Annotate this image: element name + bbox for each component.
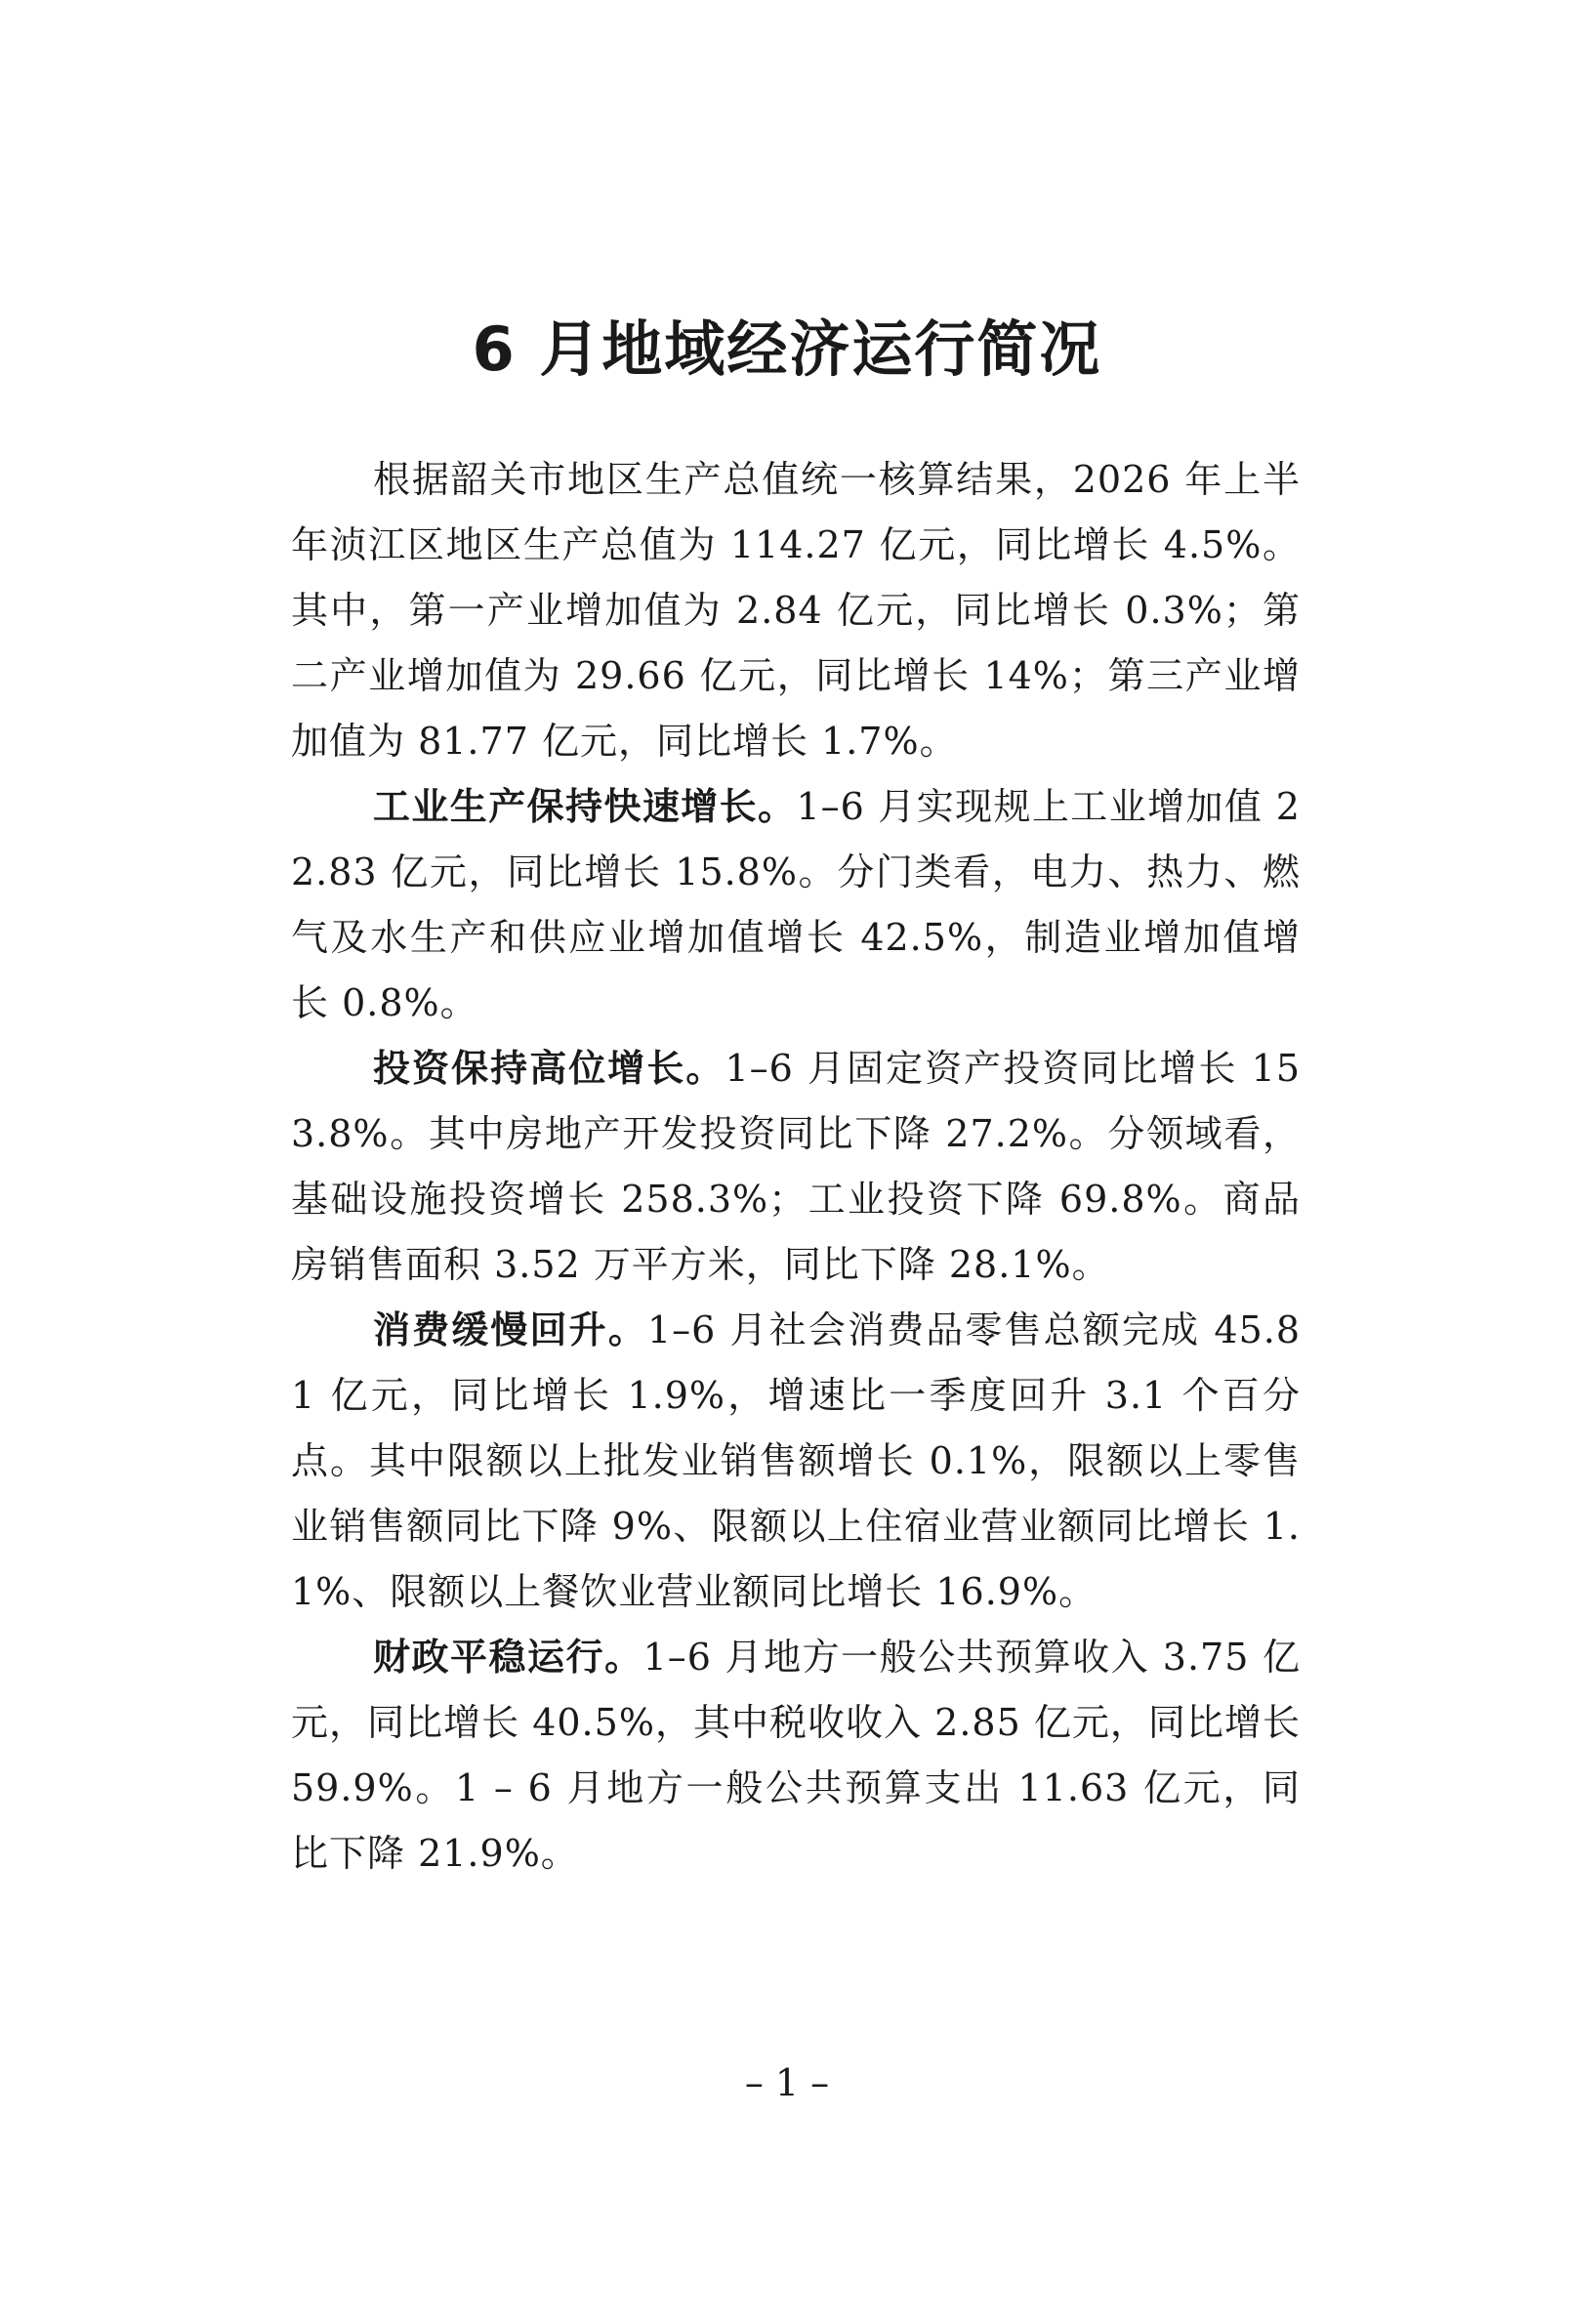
paragraph-finance	[291, 1625, 1301, 1887]
document-body	[291, 447, 1301, 1887]
paragraph-lead: 消费缓慢回升。	[373, 1308, 647, 1351]
paragraph-text: 1–6 月地方一般公共预算收入 3.75 亿元，同比增长 40.5%，其中税收收入 2.85 亿元，同比增长 59.9%。1 – 6 月地方一般公共预算支出 11.63 亿元，同比下降 21.9%。	[291, 1636, 1301, 1875]
paragraph-text: 1–6 月固定资产投资同比增长 153.8%。其中房地产开发投资同比下降 27.2%。分领域看，基础设施投资增长 258.3%；工业投资下降 69.8%。商品房销售面积 3.52 万平方米，同比下降 28.1%。	[291, 1047, 1301, 1286]
page-title: 6 月地域经济运行简况	[472, 313, 1102, 385]
paragraph-gdp-summary	[291, 447, 1301, 774]
paragraph-text: 1–6 月社会消费品零售总额完成 45.81 亿元，同比增长 1.9%，增速比一季度回升 3.1 个百分点。其中限额以上批发业销售额增长 0.1%，限额以上零售业销售额同比下降 9%、限额以上住宿业营业额同比增长 1.1%、限额以上餐饮业营业额同比增长 16.9%。	[291, 1308, 1301, 1613]
page-number: – 1 –	[744, 2061, 830, 2104]
paragraph-text: 根据韶关市地区生产总值统一核算结果，2026 年上半年浈江区地区生产总值为 114.27 亿元，同比增长 4.5%。其中，第一产业增加值为 2.84 亿元，同比增长 0.3%；第二产业增加值为 29.66 亿元，同比增长 14%；第三产业增加值为 81.77 亿元，同比增长 1.7%。	[291, 458, 1301, 763]
paragraph-text: 1–6 月实现规上工业增加值 22.83 亿元，同比增长 15.8%。分门类看，电力、热力、燃气及水生产和供应业增加值增长 42.5%，制造业增加值增长 0.8%。	[291, 785, 1301, 1024]
paragraph-lead: 财政平稳运行。	[373, 1636, 643, 1679]
paragraph-consumption	[291, 1298, 1301, 1625]
paragraph-lead: 投资保持高位增长。	[373, 1047, 725, 1090]
paragraph-investment	[291, 1036, 1301, 1298]
paragraph-lead: 工业生产保持快速增长。	[373, 785, 797, 828]
paragraph-industry	[291, 774, 1301, 1036]
